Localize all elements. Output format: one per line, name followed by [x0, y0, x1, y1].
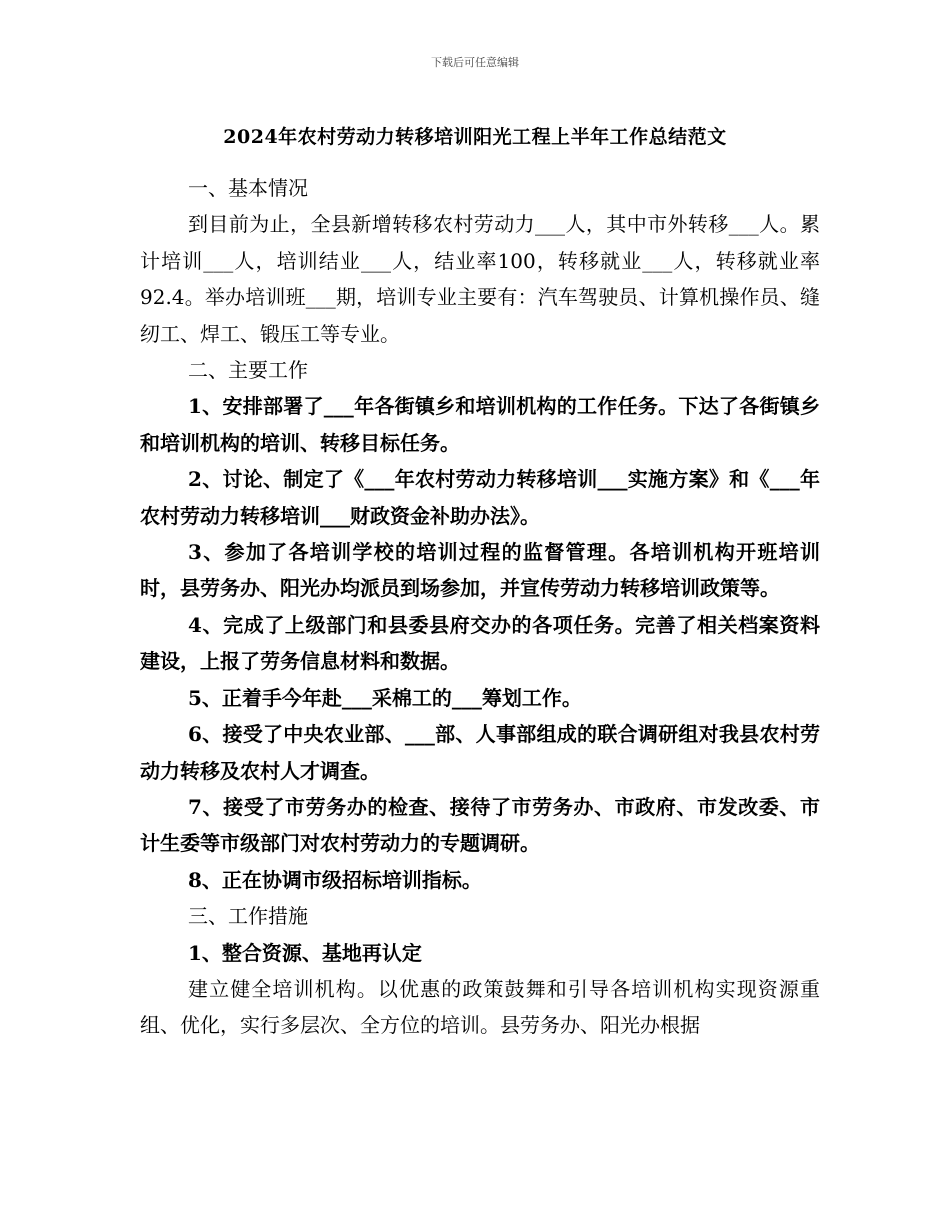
section-heading-work-measures: 三、工作措施: [188, 904, 308, 929]
section-heading-main-work: 二、主要工作: [188, 358, 308, 383]
paragraph-training-institutions: 建立健全培训机构。以优惠的政策鼓舞和引导各培训机构实现资源重组、优化，实行多层次、全方位的培训。县劳务办、阳光办根据: [140, 976, 820, 1038]
main-work-item: 2、讨论、制定了《___年农村劳动力转移培训___实施方案》和《___年农村劳动力转移培训___财政资金补助办法》。: [140, 467, 820, 528]
section-heading-basic-situation: 一、基本情况: [188, 176, 308, 200]
main-work-item: 3、参加了各培训学校的培训过程的监督管理。各培训机构开班培训时，县劳务办、阳光办均派员到场参加，并宣传劳动力转移培训政策等。: [140, 540, 820, 601]
document-body: [140, 170, 820, 1044]
page-header-note: 下载后可任意编辑: [431, 56, 519, 69]
document-title: 2024年农村劳动力转移培训阳光工程上半年工作总结范文: [223, 126, 727, 148]
main-work-item: 5、正着手今年赴___采棉工的___筹划工作。: [188, 685, 582, 710]
main-work-item: 1、安排部署了___年各街镇乡和培训机构的工作任务。下达了各街镇乡和培训机构的培训、转移目标任务。: [140, 394, 820, 455]
main-work-item: 7、接受了市劳务办的检查、接待了市劳务办、市政府、市发改委、市计生委等市级部门对农村劳动力的专题调研。: [140, 794, 820, 856]
paragraph-basic-situation: 到目前为止，全县新增转移农村劳动力___人，其中市外转移___人。累计培训___人，培训结业___人，结业率100，转移就业___人，转移就业率92.4。举办培训班___期，培训专业主要有：汽车驾驶员、计算机操作员、缝纫工、焊工、锻压工等专业。: [140, 212, 820, 346]
main-work-item: 8、正在协调市级招标培训指标。: [188, 867, 482, 892]
main-work-item: 6、接受了中央农业部、___部、人事部组成的联合调研组对我县农村劳动力转移及农村人才调查。: [140, 722, 820, 783]
subheading-integrate-resources: 1、整合资源、基地再认定: [188, 940, 422, 965]
main-work-item: 4、完成了上级部门和县委县府交办的各项任务。完善了相关档案资料建设，上报了劳务信息材料和数据。: [140, 612, 820, 674]
